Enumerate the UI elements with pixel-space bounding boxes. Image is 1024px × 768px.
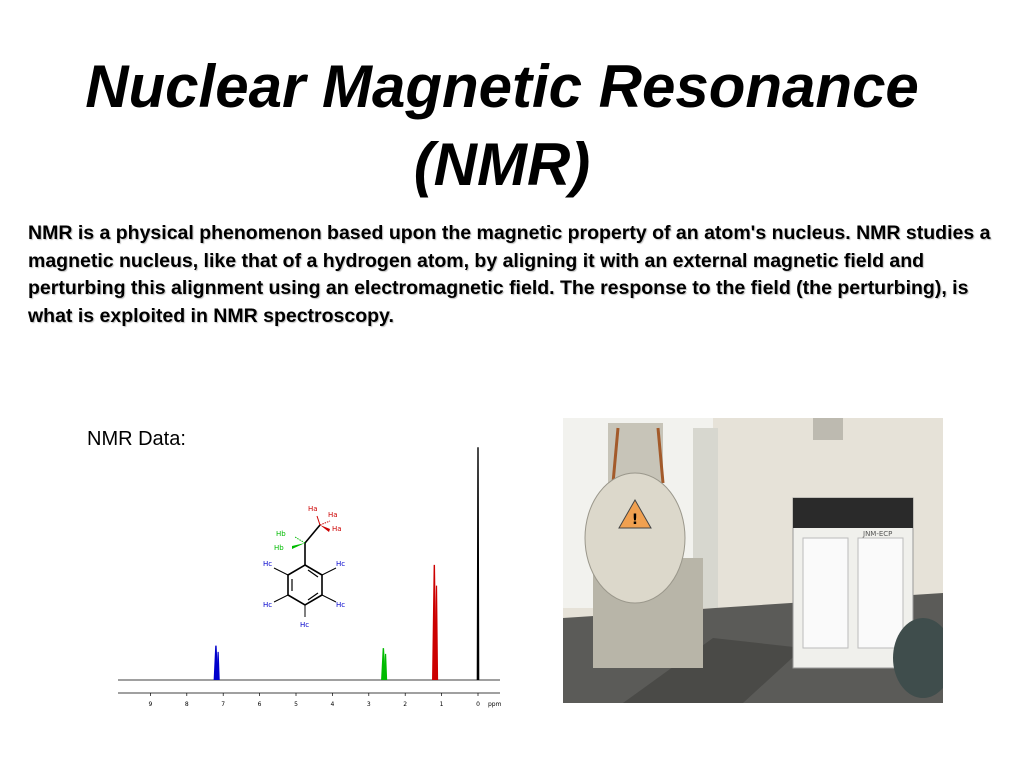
hash-bond bbox=[295, 537, 305, 543]
h-label: Ha bbox=[328, 511, 338, 519]
h-label: Hc bbox=[300, 621, 310, 629]
title-line-1: Nuclear Magnetic Resonance bbox=[85, 53, 919, 120]
h-label: Hc bbox=[336, 560, 346, 568]
spectrum-peak bbox=[477, 447, 478, 680]
axis-tick-label: 8 bbox=[184, 701, 189, 708]
nmr-data-label: NMR Data: bbox=[87, 428, 186, 450]
h-label: Hc bbox=[263, 560, 273, 568]
axis-tick-label: 0 bbox=[476, 701, 480, 708]
slide-title bbox=[0, 48, 1004, 204]
axis-tick-label: 4 bbox=[330, 701, 335, 708]
h-label: Hb bbox=[276, 530, 286, 538]
warning-glyph: ! bbox=[631, 512, 639, 528]
magnet-dewar bbox=[585, 473, 685, 603]
wedge-bond bbox=[320, 525, 330, 532]
wall-box bbox=[813, 418, 843, 440]
h-label: Ha bbox=[332, 525, 342, 533]
axis-tick-label: 3 bbox=[366, 701, 371, 708]
axis-tick-label: 1 bbox=[439, 701, 444, 708]
spectrum-peak bbox=[436, 586, 438, 680]
body-paragraph: NMR is a physical phenomenon based upon the magnetic property of an atom's nucleus. NMR studies a magnetic nucleus, like that of a hydrogen atom, by aligning it with an external magnetic field and perturbing this alignment using an electromagnetic field. The response to the field (the perturbing), is what is exploited in NMR spectroscopy. bbox=[28, 222, 991, 327]
c-h-bond bbox=[322, 568, 336, 575]
console-top bbox=[793, 498, 913, 528]
axis-tick-label: 9 bbox=[148, 701, 153, 708]
nmr-spectrum-figure bbox=[110, 425, 510, 715]
console-panel bbox=[858, 538, 903, 648]
axis-tick-label: 2 bbox=[403, 701, 408, 708]
spectrum-peak bbox=[385, 654, 387, 680]
h-label: Hc bbox=[263, 601, 273, 609]
h-label: Ha bbox=[308, 505, 318, 513]
axis-ticks bbox=[148, 693, 501, 708]
nmr-instrument-photo bbox=[563, 418, 943, 703]
c-h-bond bbox=[317, 516, 320, 525]
axis-tick-label: 5 bbox=[294, 701, 298, 708]
wedge-bond bbox=[292, 543, 305, 549]
molecule-structure bbox=[263, 505, 345, 629]
console-panel bbox=[803, 538, 848, 648]
c-h-bond bbox=[274, 568, 288, 575]
axis-unit-label: ppm bbox=[488, 701, 502, 708]
c-h-bond bbox=[274, 595, 288, 602]
h-label: Hc bbox=[336, 601, 346, 609]
spectrum-peak bbox=[217, 652, 219, 680]
spectrum-peaks bbox=[214, 447, 478, 680]
axis-tick-label: 6 bbox=[257, 701, 262, 708]
console-label: JNM-ECP bbox=[863, 530, 893, 538]
hash-bond bbox=[320, 521, 330, 525]
axis-tick-label: 7 bbox=[221, 701, 226, 708]
benzene-ring bbox=[288, 565, 322, 605]
h-label: Hb bbox=[274, 544, 284, 552]
title-line-2: (NMR) bbox=[413, 131, 591, 198]
ch3-bond bbox=[305, 525, 320, 543]
c-h-bond bbox=[322, 595, 336, 602]
